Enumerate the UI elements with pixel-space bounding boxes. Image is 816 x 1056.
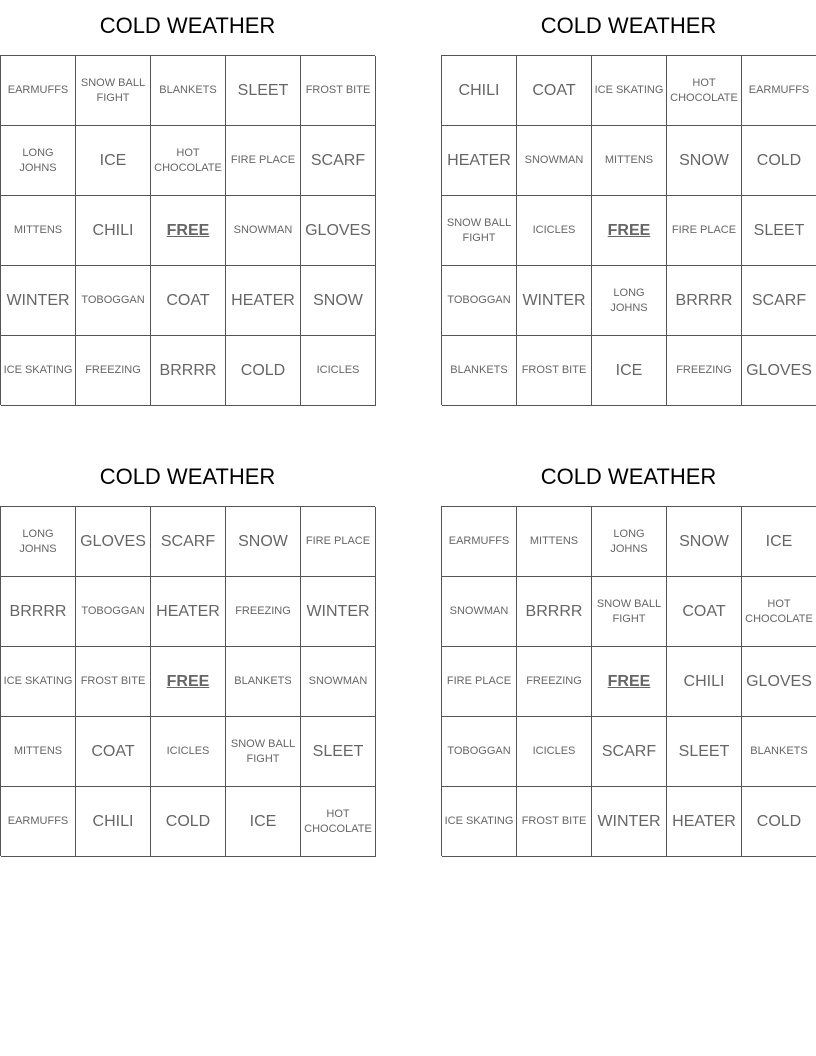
bingo-cell: TOBOGGAN [76, 266, 151, 336]
bingo-cell: FIRE PLACE [442, 647, 517, 717]
bingo-cell: SNOWMAN [442, 577, 517, 647]
card-title: COLD WEATHER [540, 13, 717, 38]
bingo-cell: CHILI [442, 56, 517, 126]
bingo-cell: EARMUFFS [742, 56, 816, 126]
bingo-grid [0, 55, 375, 405]
bingo-cell: SNOWMAN [301, 647, 376, 717]
bingo-cell: COAT [151, 266, 226, 336]
bingo-cell: ICE SKATING [592, 56, 667, 126]
card-title: COLD WEATHER [540, 464, 717, 489]
bingo-cell: GLOVES [742, 336, 816, 406]
bingo-cell: FROST BITE [517, 336, 592, 406]
bingo-cell: FROST BITE [301, 56, 376, 126]
free-space-cell: FREE [151, 196, 226, 266]
bingo-cell: GLOVES [76, 507, 151, 577]
bingo-cell: LONG JOHNS [1, 507, 76, 577]
bingo-cell: HEATER [667, 787, 742, 857]
bingo-cell: GLOVES [301, 196, 376, 266]
bingo-cell: HEATER [151, 577, 226, 647]
bingo-cell: FREEZING [517, 647, 592, 717]
bingo-cell: MITTENS [592, 126, 667, 196]
bingo-grid [0, 506, 375, 856]
bingo-cell: SLEET [226, 56, 301, 126]
bingo-cell: BRRRR [517, 577, 592, 647]
bingo-cell: ICE SKATING [1, 647, 76, 717]
bingo-cell: BLANKETS [742, 717, 816, 787]
bingo-cell: BLANKETS [442, 336, 517, 406]
bingo-cell: SNOW [667, 507, 742, 577]
bingo-cell: ICE [226, 787, 301, 857]
bingo-cell: COLD [742, 126, 816, 196]
bingo-cell: LONG JOHNS [592, 507, 667, 577]
bingo-cell: COLD [226, 336, 301, 406]
bingo-cell: ICE [742, 507, 816, 577]
bingo-cell: TOBOGGAN [442, 717, 517, 787]
bingo-cell: BLANKETS [226, 647, 301, 717]
bingo-cell: SCARF [301, 126, 376, 196]
bingo-cell: SNOWMAN [226, 196, 301, 266]
bingo-cell: MITTENS [1, 196, 76, 266]
bingo-cell: ICE [76, 126, 151, 196]
bingo-cell: SNOW BALL FIGHT [592, 577, 667, 647]
bingo-cell: BLANKETS [151, 56, 226, 126]
bingo-cell: FROST BITE [517, 787, 592, 857]
bingo-cell: SNOW BALL FIGHT [76, 56, 151, 126]
card-title: COLD WEATHER [99, 464, 276, 489]
bingo-cell: SLEET [742, 196, 816, 266]
bingo-cell: HOT CHOCOLATE [667, 56, 742, 126]
free-space-cell: FREE [592, 196, 667, 266]
bingo-cell: FREEZING [667, 336, 742, 406]
bingo-cell: CHILI [667, 647, 742, 717]
bingo-cell: MITTENS [517, 507, 592, 577]
bingo-cell: COAT [76, 717, 151, 787]
bingo-cell: SNOW BALL FIGHT [226, 717, 301, 787]
bingo-cell: LONG JOHNS [1, 126, 76, 196]
bingo-cell: HEATER [442, 126, 517, 196]
bingo-cell: SNOW [301, 266, 376, 336]
bingo-cell: SLEET [301, 717, 376, 787]
bingo-cell: SNOW [667, 126, 742, 196]
card-title: COLD WEATHER [99, 13, 276, 38]
free-space-cell: FREE [151, 647, 226, 717]
bingo-cell: EARMUFFS [1, 56, 76, 126]
bingo-cell: COLD [742, 787, 816, 857]
bingo-cell: WINTER [1, 266, 76, 336]
bingo-cell: BRRRR [667, 266, 742, 336]
bingo-cell: CHILI [76, 787, 151, 857]
free-space-cell: FREE [592, 647, 667, 717]
bingo-cell: FREEZING [226, 577, 301, 647]
bingo-cell: TOBOGGAN [442, 266, 517, 336]
bingo-cell: HEATER [226, 266, 301, 336]
bingo-cell: FROST BITE [76, 647, 151, 717]
bingo-grid [441, 55, 816, 405]
bingo-cell: HOT CHOCOLATE [151, 126, 226, 196]
bingo-cell: EARMUFFS [442, 507, 517, 577]
bingo-cell: SCARF [742, 266, 816, 336]
bingo-cell: ICICLES [301, 336, 376, 406]
bingo-cell: ICE [592, 336, 667, 406]
bingo-cell: COLD [151, 787, 226, 857]
bingo-cell: WINTER [517, 266, 592, 336]
bingo-grid [441, 506, 816, 856]
bingo-cell: COAT [517, 56, 592, 126]
bingo-cell: BRRRR [1, 577, 76, 647]
bingo-cell: CHILI [76, 196, 151, 266]
bingo-cell: SNOW BALL FIGHT [442, 196, 517, 266]
bingo-cell: WINTER [301, 577, 376, 647]
bingo-cell: SNOW [226, 507, 301, 577]
bingo-cell: ICICLES [517, 196, 592, 266]
bingo-cell: FIRE PLACE [226, 126, 301, 196]
bingo-cell: HOT CHOCOLATE [742, 577, 816, 647]
bingo-cell: ICICLES [517, 717, 592, 787]
bingo-cell: SCARF [151, 507, 226, 577]
bingo-cell: FIRE PLACE [301, 507, 376, 577]
bingo-cell: TOBOGGAN [76, 577, 151, 647]
bingo-cell: ICE SKATING [442, 787, 517, 857]
bingo-cell: EARMUFFS [1, 787, 76, 857]
bingo-cell: SNOWMAN [517, 126, 592, 196]
bingo-cell: GLOVES [742, 647, 816, 717]
bingo-cell: FREEZING [76, 336, 151, 406]
bingo-cell: LONG JOHNS [592, 266, 667, 336]
bingo-cell: ICICLES [151, 717, 226, 787]
bingo-cell: ICE SKATING [1, 336, 76, 406]
bingo-cell: BRRRR [151, 336, 226, 406]
bingo-cell: FIRE PLACE [667, 196, 742, 266]
bingo-cell: HOT CHOCOLATE [301, 787, 376, 857]
bingo-cell: SLEET [667, 717, 742, 787]
bingo-cell: COAT [667, 577, 742, 647]
bingo-cell: WINTER [592, 787, 667, 857]
bingo-cell: MITTENS [1, 717, 76, 787]
bingo-cell: SCARF [592, 717, 667, 787]
